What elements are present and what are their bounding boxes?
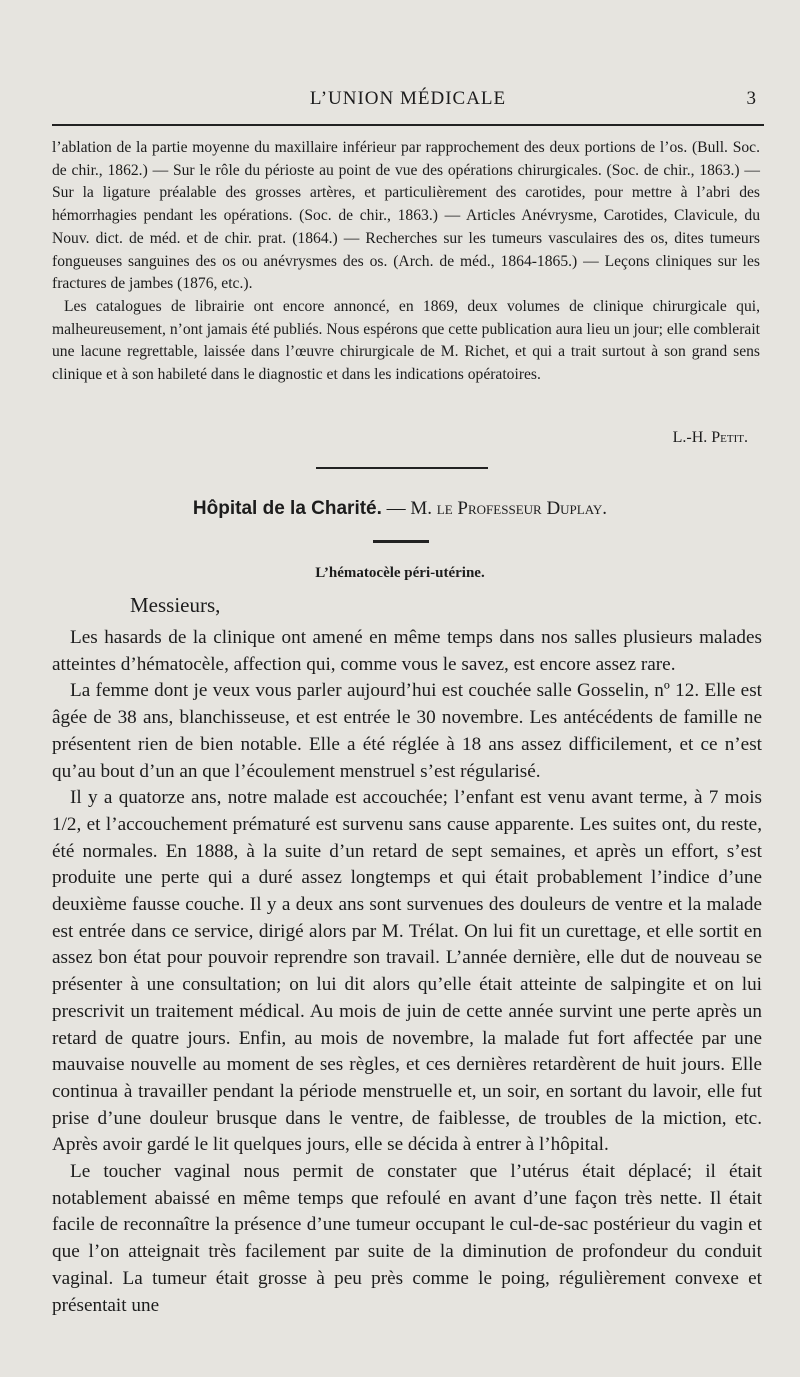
running-title: L’UNION MÉDICALE [309, 88, 507, 109]
catalogue-paragraph: Les catalogues de librairie ont encore annoncé, en 1869, deux volumes de clinique chirurgicale qui, malheureusement, n’ont jamais été publiés. Nous espérons que cette publication aura lieu un jour; elle comblerait une lacune regrettable, laissée dans l’œuvre chirurgicale de M. Richet, et qui a trait surtout à son grand sens clinique et à son habileté dans le diagnostic et dans les indications opératoires. [52, 297, 760, 384]
salutation: Messieurs, [130, 593, 221, 617]
heading-rule [373, 540, 429, 543]
body-paragraph: Le toucher vaginal nous permit de constater que l’utérus était déplacé; il était notablement abaissé en même temps que refoulé en avant d’une façon très nette. Il était facile de reconnaître la présence d’une tumeur occupant le cul-de-sac postérieur du vagin et que l’on atteignait très facilement par suite de la diminution de profondeur du conduit vaginal. La tumeur était grosse à peu près comme le poing, régulièrement convexe et présentait une [52, 1161, 762, 1316]
page-number: 3 [746, 88, 756, 109]
lecture-heading [0, 498, 800, 520]
header-rule [52, 124, 764, 126]
lecture-subject: L’hématocèle péri-utérine. [315, 565, 485, 581]
bibliography-paragraph: l’ablation de la partie moyenne du maxillaire inférieur par rapprochement des deux portions de l’os. (Bull. Soc. de chir., 1862.) — Sur le rôle du périoste au point de vue des opérations chirurgicales. (Soc. de chir., 1863.) — Sur la ligature préalable des grosses artères, et particulièrement des carotides, pour mettre à l’abri des hémorrhagies pendant les opérations. (Soc. de chir., 1863.) — Articles Anévrysme, Carotides, Clavicule, du Nouv. dict. de méd. et de chir. prat. (1864.) — Recherches sur les tumeurs vasculaires des os, dites tumeurs fongueuses sanguines des os ou anévrysmes des os. (Arch. de méd., 1864-1865.) — Leçons cliniques sur les fractures de jambes (1876, etc.). [52, 139, 760, 293]
body-paragraph: Les hasards de la clinique ont amené en même temps dans nos salles plusieurs malades atteintes d’hématocèle, affection qui, comme vous le savez, est encore assez rare. [52, 627, 762, 675]
professor-name: M. le Professeur Duplay. [410, 498, 608, 519]
running-header [52, 88, 764, 118]
signature: L.-H. Petit. [672, 429, 748, 446]
body-paragraph: La femme dont je veux vous parler aujourd’hui est couchée salle Gosselin, nº 12. Elle est âgée de 38 ans, blanchisseuse, et est entrée le 30 novembre. Les antécédents de famille ne présentent rien de bien notable. Elle a été réglée à 18 ans assez difficilement, et ce n’est qu’au bout d’un an que l’écoulement menstruel s’est régularisé. [52, 680, 762, 782]
bibliography-block [52, 137, 760, 387]
lecture-body [52, 625, 762, 1319]
section-divider [316, 467, 488, 469]
body-paragraph: Il y a quatorze ans, notre malade est accouchée; l’enfant est venu avant terme, à 7 mois 1/2, et l’accouchement prématuré est survenu sans cause apparente. Les suites ont, du reste, été normales. En 1888, à la suite d’un retard de sept semaines, et après un effort, s’est produite une perte qui a duré assez longtemps et qui était probablement l’indice d’une deuxième fausse couche. Il y a deux ans sont survenues des douleurs de ventre et la malade est entrée dans ce service, dirigé alors par M. Trélat. On lui fit un curettage, et elle sortit en assez bon état pour pouvoir reprendre son travail. L’année dernière, elle dut de nouveau se présenter à une consultation; on lui dit alors qu’elle était atteinte de salpingite et on lui prescrivit un traitement médical. Au mois de juin de cette année survint une perte après un retard de quatre jours. Enfin, au mois de novembre, la malade fut fort affectée par une mauvaise nouvelle au moment de ses règles, et ces dernières retardèrent de huit jours. Elle continua à travailler pendant la période menstruelle et, un soir, en sortant du lavoir, elle fut prise d’une douleur brusque dans le ventre, de faiblesse, de troubles de la miction, etc. Après avoir gardé le lit quelques jours, elle se décida à entrer à l’hôpital. [52, 787, 762, 1156]
hospital-name: Hôpital de la Charité. [192, 498, 382, 519]
heading-dash: — [386, 498, 406, 519]
